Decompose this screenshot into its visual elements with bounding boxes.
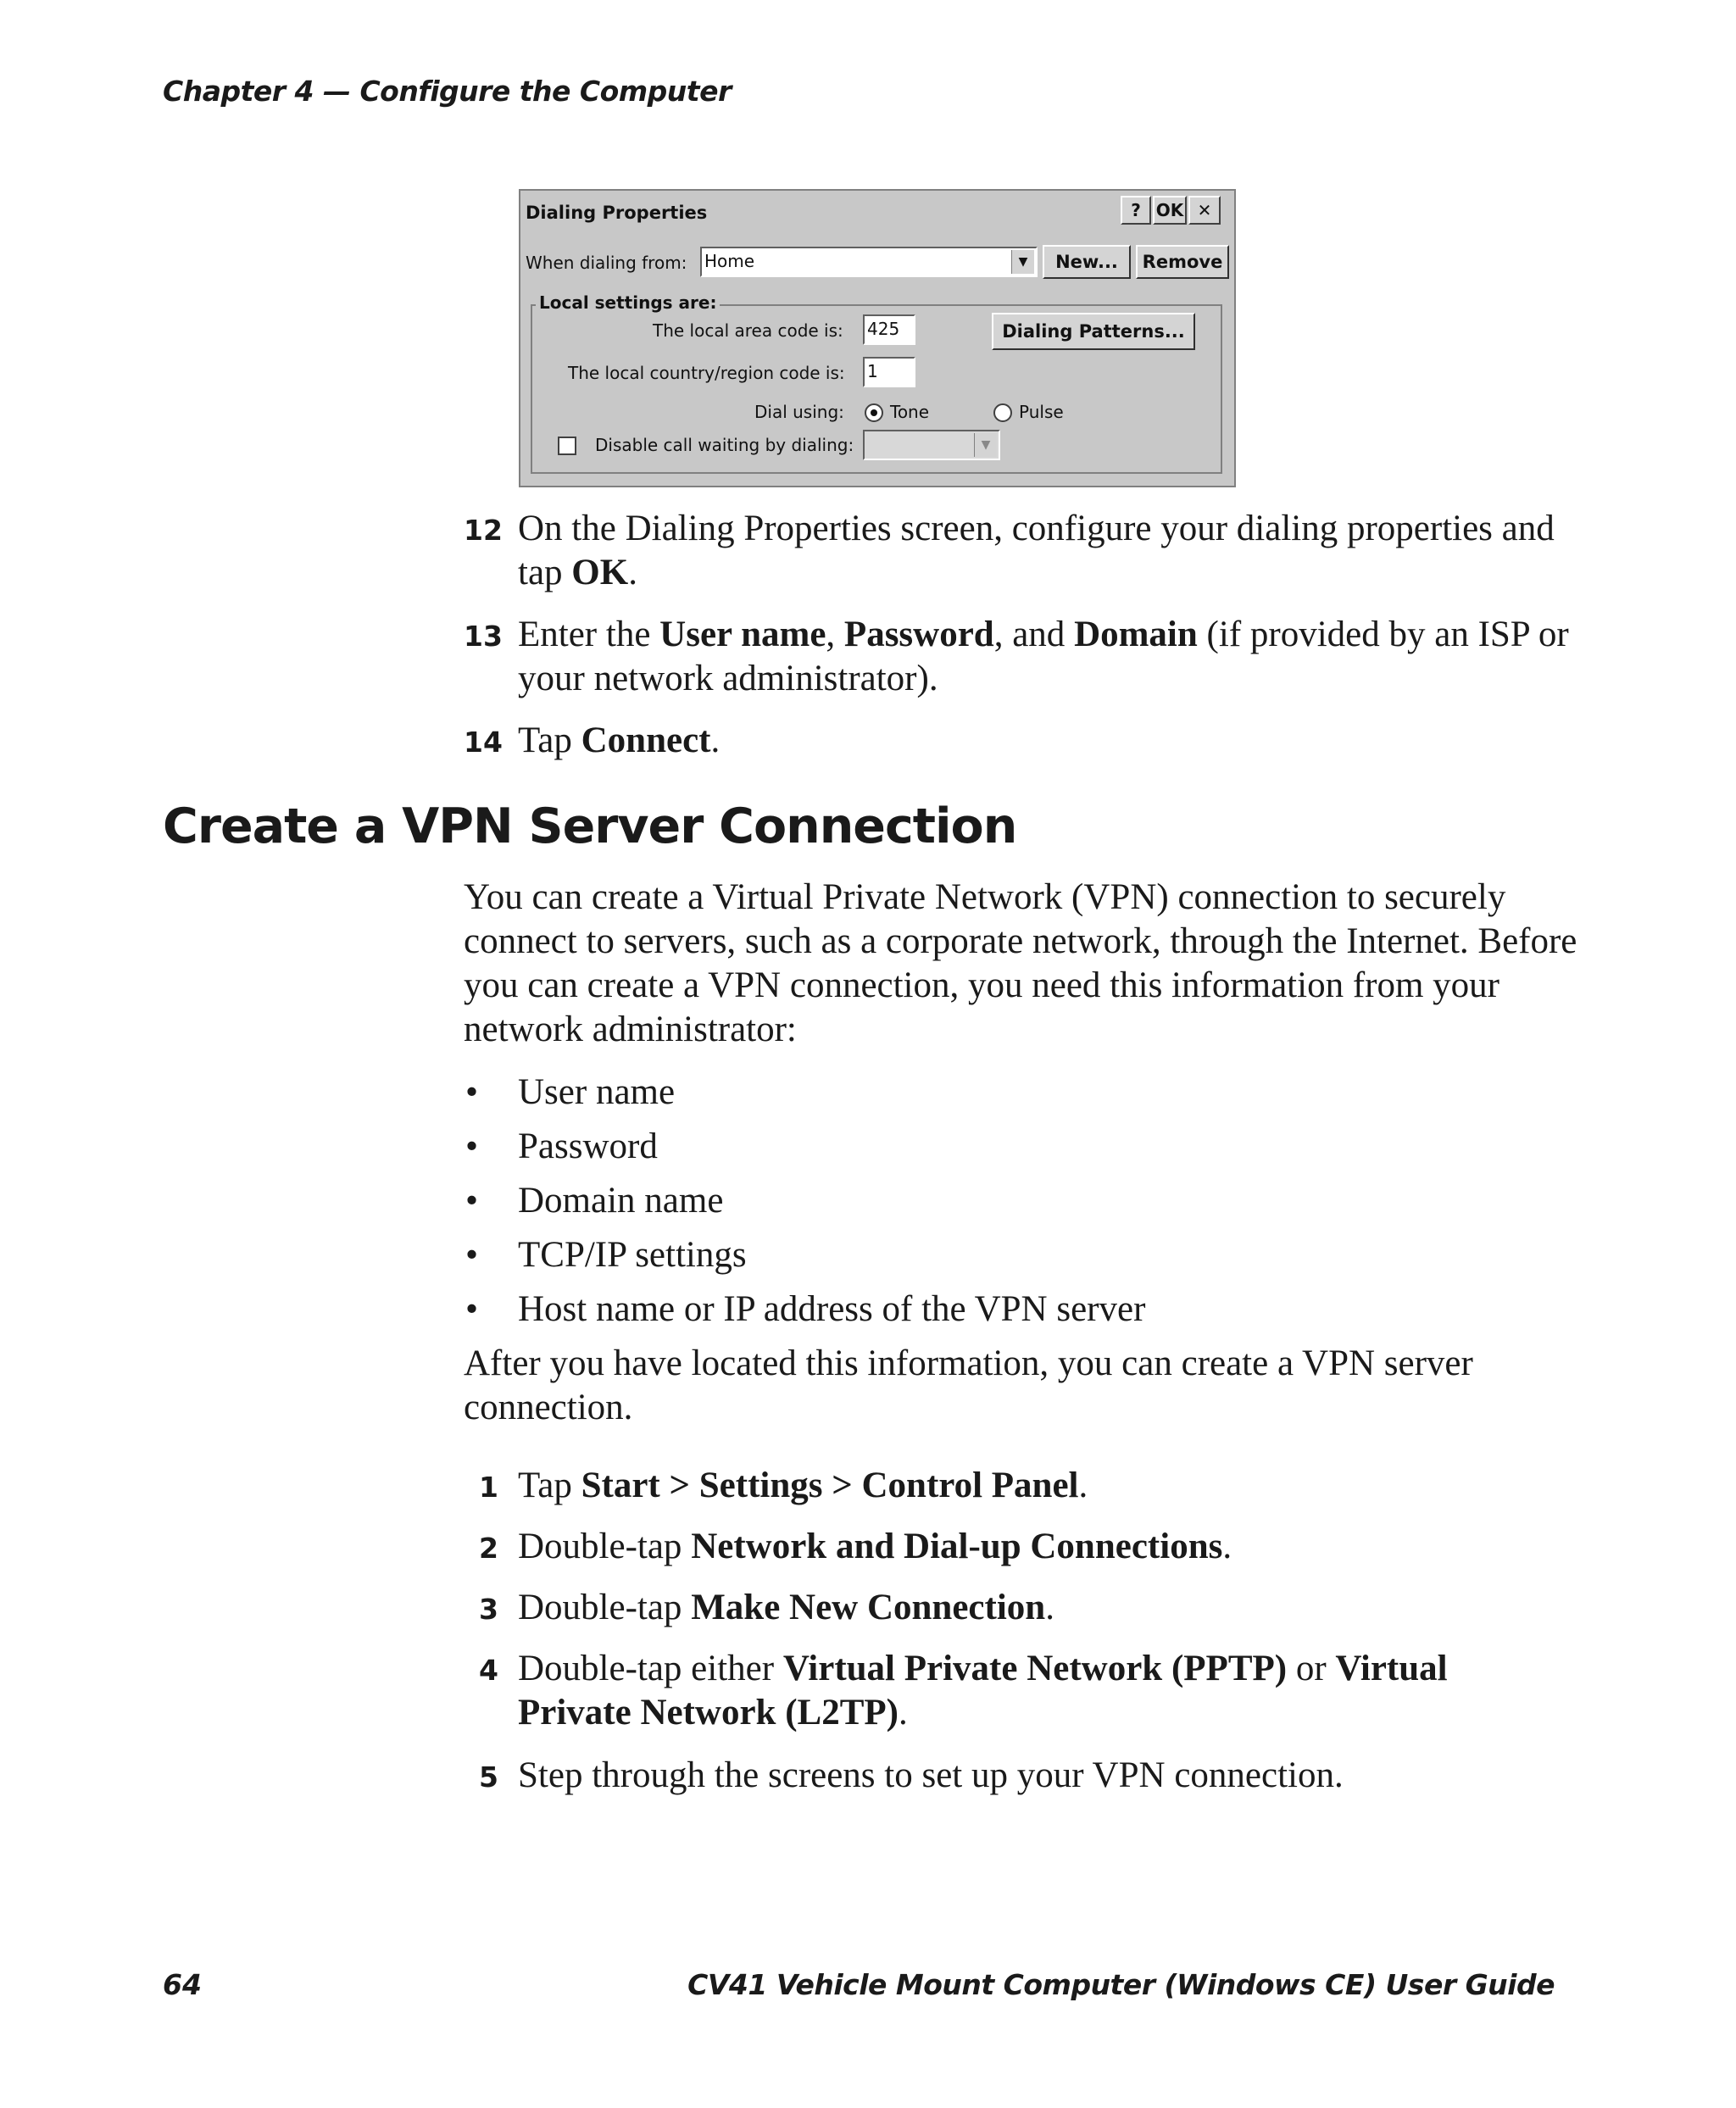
guide-title: CV41 Vehicle Mount Computer (Windows CE) User Guide — [687, 1968, 1555, 2001]
section-heading: Create a VPN Server Connection — [163, 798, 1017, 854]
close-icon[interactable]: ✕ — [1188, 196, 1221, 225]
chevron-down-icon[interactable]: ▼ — [1011, 250, 1034, 274]
remove-button[interactable]: Remove — [1136, 245, 1229, 279]
step-number: 2 — [479, 1532, 498, 1565]
step-number: 4 — [479, 1654, 498, 1687]
step-text: Enter the User name, Password, and Domain (if provided by an ISP or your network administrator). — [518, 615, 1569, 698]
dialog-title: Dialing Properties — [526, 203, 708, 223]
chapter-header: Chapter 4 — Configure the Computer — [163, 75, 732, 108]
step-text: Double-tap either Virtual Private Network (PPTP) or Virtual Private Network (L2TP). — [518, 1649, 1448, 1733]
step-text: Tap Connect. — [518, 720, 721, 760]
page-number: 64 — [163, 1968, 202, 2001]
dialing-from-value: Home — [704, 251, 755, 271]
pulse-label: Pulse — [1019, 402, 1064, 422]
step-number: 13 — [464, 620, 503, 653]
step-text: Tap Start > Settings > Control Panel. — [518, 1466, 1088, 1505]
country-code-label: The local country/region code is: — [568, 363, 845, 383]
dial-using-label: Dial using: — [754, 402, 844, 422]
step-number: 14 — [464, 726, 503, 759]
tone-radio[interactable] — [865, 403, 883, 422]
disable-call-waiting-label: Disable call waiting by dialing: — [595, 435, 854, 455]
pulse-radio[interactable] — [993, 403, 1012, 422]
step-text: Double-tap Network and Dial-up Connections. — [518, 1527, 1232, 1566]
new-button[interactable]: New... — [1043, 245, 1131, 279]
disable-call-waiting-checkbox[interactable] — [558, 437, 576, 455]
step-number: 1 — [479, 1471, 498, 1504]
after-paragraph: After you have located this information, you can create a VPN server connection. — [464, 1343, 1473, 1427]
local-settings-label: Local settings are: — [536, 292, 720, 313]
step-text: On the Dialing Properties screen, configure your dialing properties and tap OK. — [518, 509, 1555, 592]
dialing-properties-dialog — [519, 189, 1236, 487]
dialing-from-select[interactable] — [700, 247, 1038, 277]
step-number: 12 — [464, 514, 503, 547]
country-code-field[interactable]: 1 — [863, 357, 915, 387]
step-number: 5 — [479, 1760, 498, 1794]
step-number: 3 — [479, 1593, 498, 1626]
area-code-label: The local area code is: — [653, 320, 843, 341]
help-button[interactable]: ? — [1121, 196, 1151, 225]
dialing-patterns-button[interactable]: Dialing Patterns... — [992, 313, 1195, 350]
step-text: Double-tap Make New Connection. — [518, 1588, 1054, 1627]
dialing-from-label: When dialing from: — [526, 253, 687, 273]
intro-paragraph: You can create a Virtual Private Network (VPN) connection to securely connect to servers, such as a corporate network, through the Internet. Before you can create a VPN connection, you need this information from your network administrator: — [464, 877, 1577, 1049]
chevron-down-icon[interactable]: ▼ — [974, 433, 997, 457]
area-code-field[interactable]: 425 — [863, 314, 915, 345]
ok-button[interactable]: OK — [1153, 196, 1187, 225]
tone-label: Tone — [890, 402, 930, 422]
step-text: Step through the screens to set up your VPN connection. — [518, 1755, 1344, 1795]
disable-call-waiting-select[interactable] — [863, 430, 1000, 460]
